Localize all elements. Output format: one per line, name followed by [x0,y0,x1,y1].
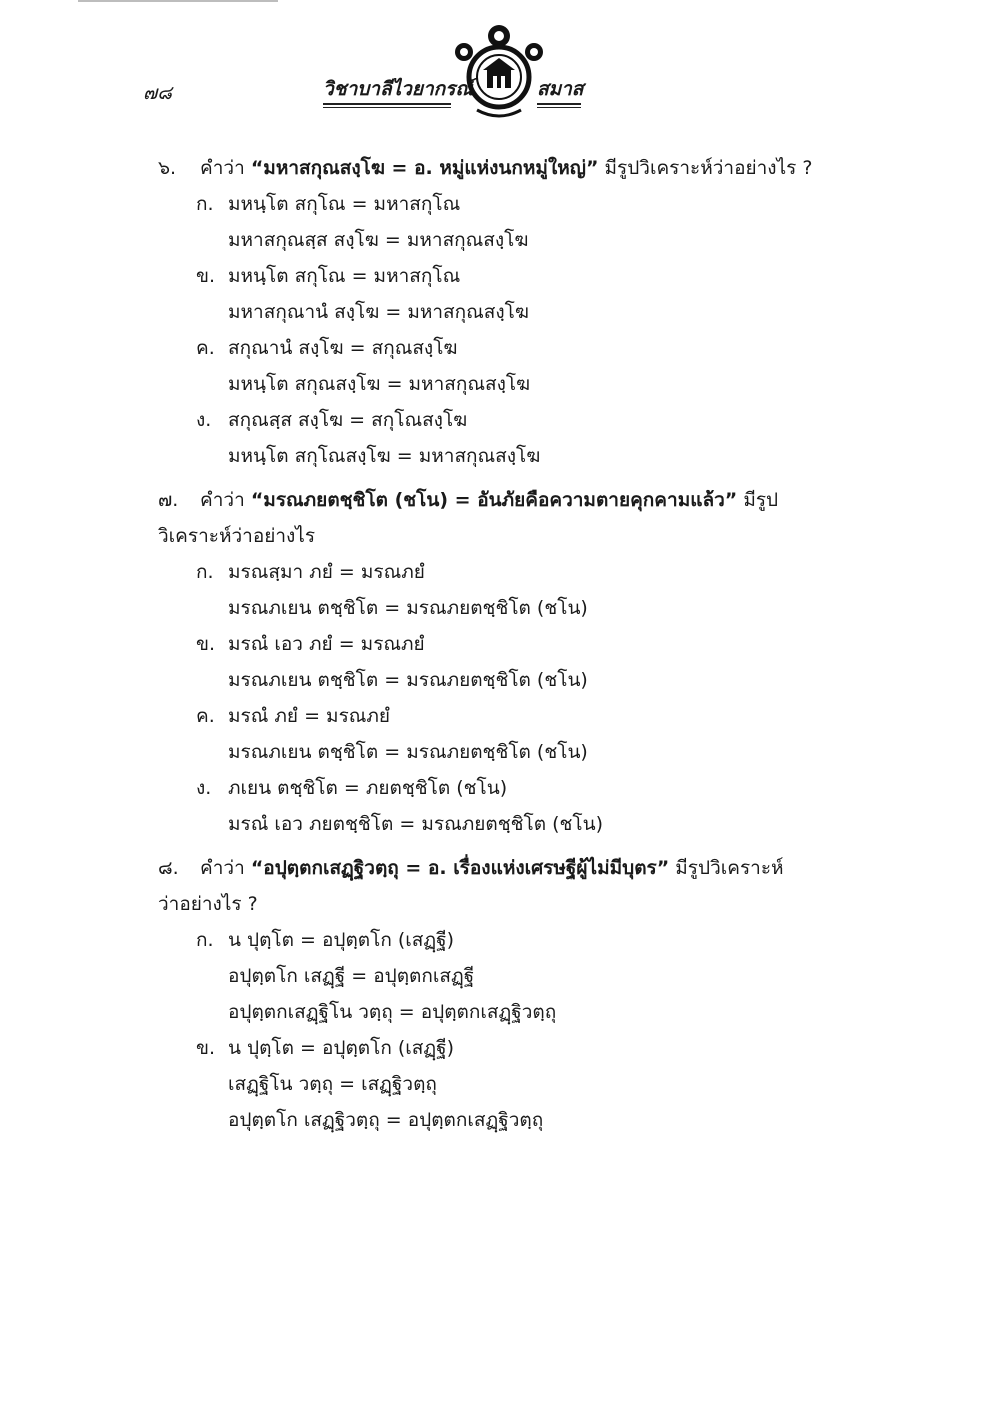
option-label: ข. [196,265,216,287]
question-prefix: คำว่า [200,157,245,179]
option-line: มรณภเยน ตชฺชิโต = มรณภยตชฺชิโต (ชโน) [228,741,588,763]
option-d [158,402,848,438]
option-line: มหาสกุณานํ สงฺโฆ = มหาสกุณสงฺโฆ [228,301,529,323]
option-line: มรณํ ภยํ = มรณภยํ [228,705,391,727]
question-7 [158,482,848,842]
question-suffix: มีรูปวิเคราะห์ว่าอย่างไร ? [604,157,813,179]
question-continuation: ว่าอย่างไร ? [158,893,258,915]
option-line: ภเยน ตชฺชิโต = ภยตชฺชิโต (ชโน) [228,777,508,799]
option-label: ง. [196,409,212,431]
option-label: ง. [196,777,212,799]
question-prefix: คำว่า [200,489,245,511]
question-term: “มรณภยตชฺชิโต (ชโน) = อันภัยคือความตายคุกคามแล้ว” [250,489,738,511]
option-line: มรณํ เอว ภยํ = มรณภยํ [228,633,425,655]
option-label: ข. [196,633,216,655]
option-line: น ปุตฺโต = อปุตฺตโก (เสฏฺฐี) [228,929,455,951]
option-line: อปุตฺตโก เสฏฺฐี = อปุตฺตกเสฏฺฐี [228,965,475,987]
option-a [158,554,848,590]
header-underline-left-thin [323,107,451,108]
option-c [158,698,848,734]
page-body [158,150,848,1146]
option-b [158,258,848,294]
option-line: มรณํ เอว ภยตชฺชิโต = มรณภยตชฺชิโต (ชโน) [228,813,603,835]
option-line: อปุตฺตกเสฏฺฐิโน วตฺถุ = อปุตฺตกเสฏฺฐิวตฺถุ [228,1001,557,1023]
question-number: ๗. [158,489,179,511]
question-6 [158,150,848,474]
question-suffix: มีรูปวิเคราะห์ [675,857,784,879]
option-b [158,1030,848,1066]
option-line: มรณภเยน ตชฺชิโต = มรณภยตชฺชิโต (ชโน) [228,669,588,691]
chapter-title: สมาส [537,78,584,100]
option-c [158,330,848,366]
question-stem [158,150,848,186]
option-line: น ปุตฺโต = อปุตฺตโก (เสฏฺฐี) [228,1037,455,1059]
option-line: สกุณานํ สงฺโฆ = สกุณสงฺโฆ [228,337,458,359]
option-a [158,922,848,958]
option-label: ค. [196,337,215,359]
option-label: ก. [196,929,214,951]
question-suffix: มีรูป [743,489,779,511]
option-line: มหนฺโต สกุโณ = มหาสกุโณ [228,193,461,215]
option-line: มหนฺโต สกุโณ = มหาสกุโณ [228,265,461,287]
option-line: มรณภเยน ตชฺชิโต = มรณภยตชฺชิโต (ชโน) [228,597,588,619]
question-number: ๖. [158,157,177,179]
option-a [158,186,848,222]
question-term: “อปุตฺตกเสฏฺฐิวตฺถุ = อ. เรื่องแห่งเศรษฐีผู้ไม่มีบุตร” [250,857,670,879]
option-line: มหนฺโต สกุณสงฺโฆ = มหาสกุณสงฺโฆ [228,373,531,395]
option-b [158,626,848,662]
header-underline-left [323,103,451,105]
page-header [0,0,1000,140]
question-prefix: คำว่า [200,857,245,879]
option-line: มรณสฺมา ภยํ = มรณภยํ [228,561,425,583]
question-term: “มหาสกุณสงฺโฆ = อ. หมู่แห่งนกหมู่ใหญ่” [250,157,599,179]
question-stem [158,850,848,886]
option-label: ค. [196,705,215,727]
option-line: สกุณสฺส สงฺโฆ = สกุโณสงฺโฆ [228,409,468,431]
option-label: ก. [196,561,214,583]
option-line: เสฏฺฐิโน วตฺถุ = เสฏฺฐิวตฺถุ [228,1073,437,1095]
option-label: ข. [196,1037,216,1059]
option-line: อปุตฺตโก เสฏฺฐิวตฺถุ = อปุตฺตกเสฏฺฐิวตฺถุ [228,1109,544,1131]
seal-logo-icon [449,22,549,122]
book-title: วิชาบาลีไวยากรณ์ [323,78,473,100]
question-continuation: วิเคราะห์ว่าอย่างไร [158,525,316,547]
question-8 [158,850,848,1138]
question-stem [158,482,848,518]
option-line: มหนฺโต สกุโณสงฺโฆ = มหาสกุณสงฺโฆ [228,445,541,467]
option-line: มหาสกุณสฺส สงฺโฆ = มหาสกุณสงฺโฆ [228,229,529,251]
option-label: ก. [196,193,214,215]
question-number: ๘. [158,857,179,879]
option-d [158,770,848,806]
page-number: ๗๘ [143,82,172,104]
